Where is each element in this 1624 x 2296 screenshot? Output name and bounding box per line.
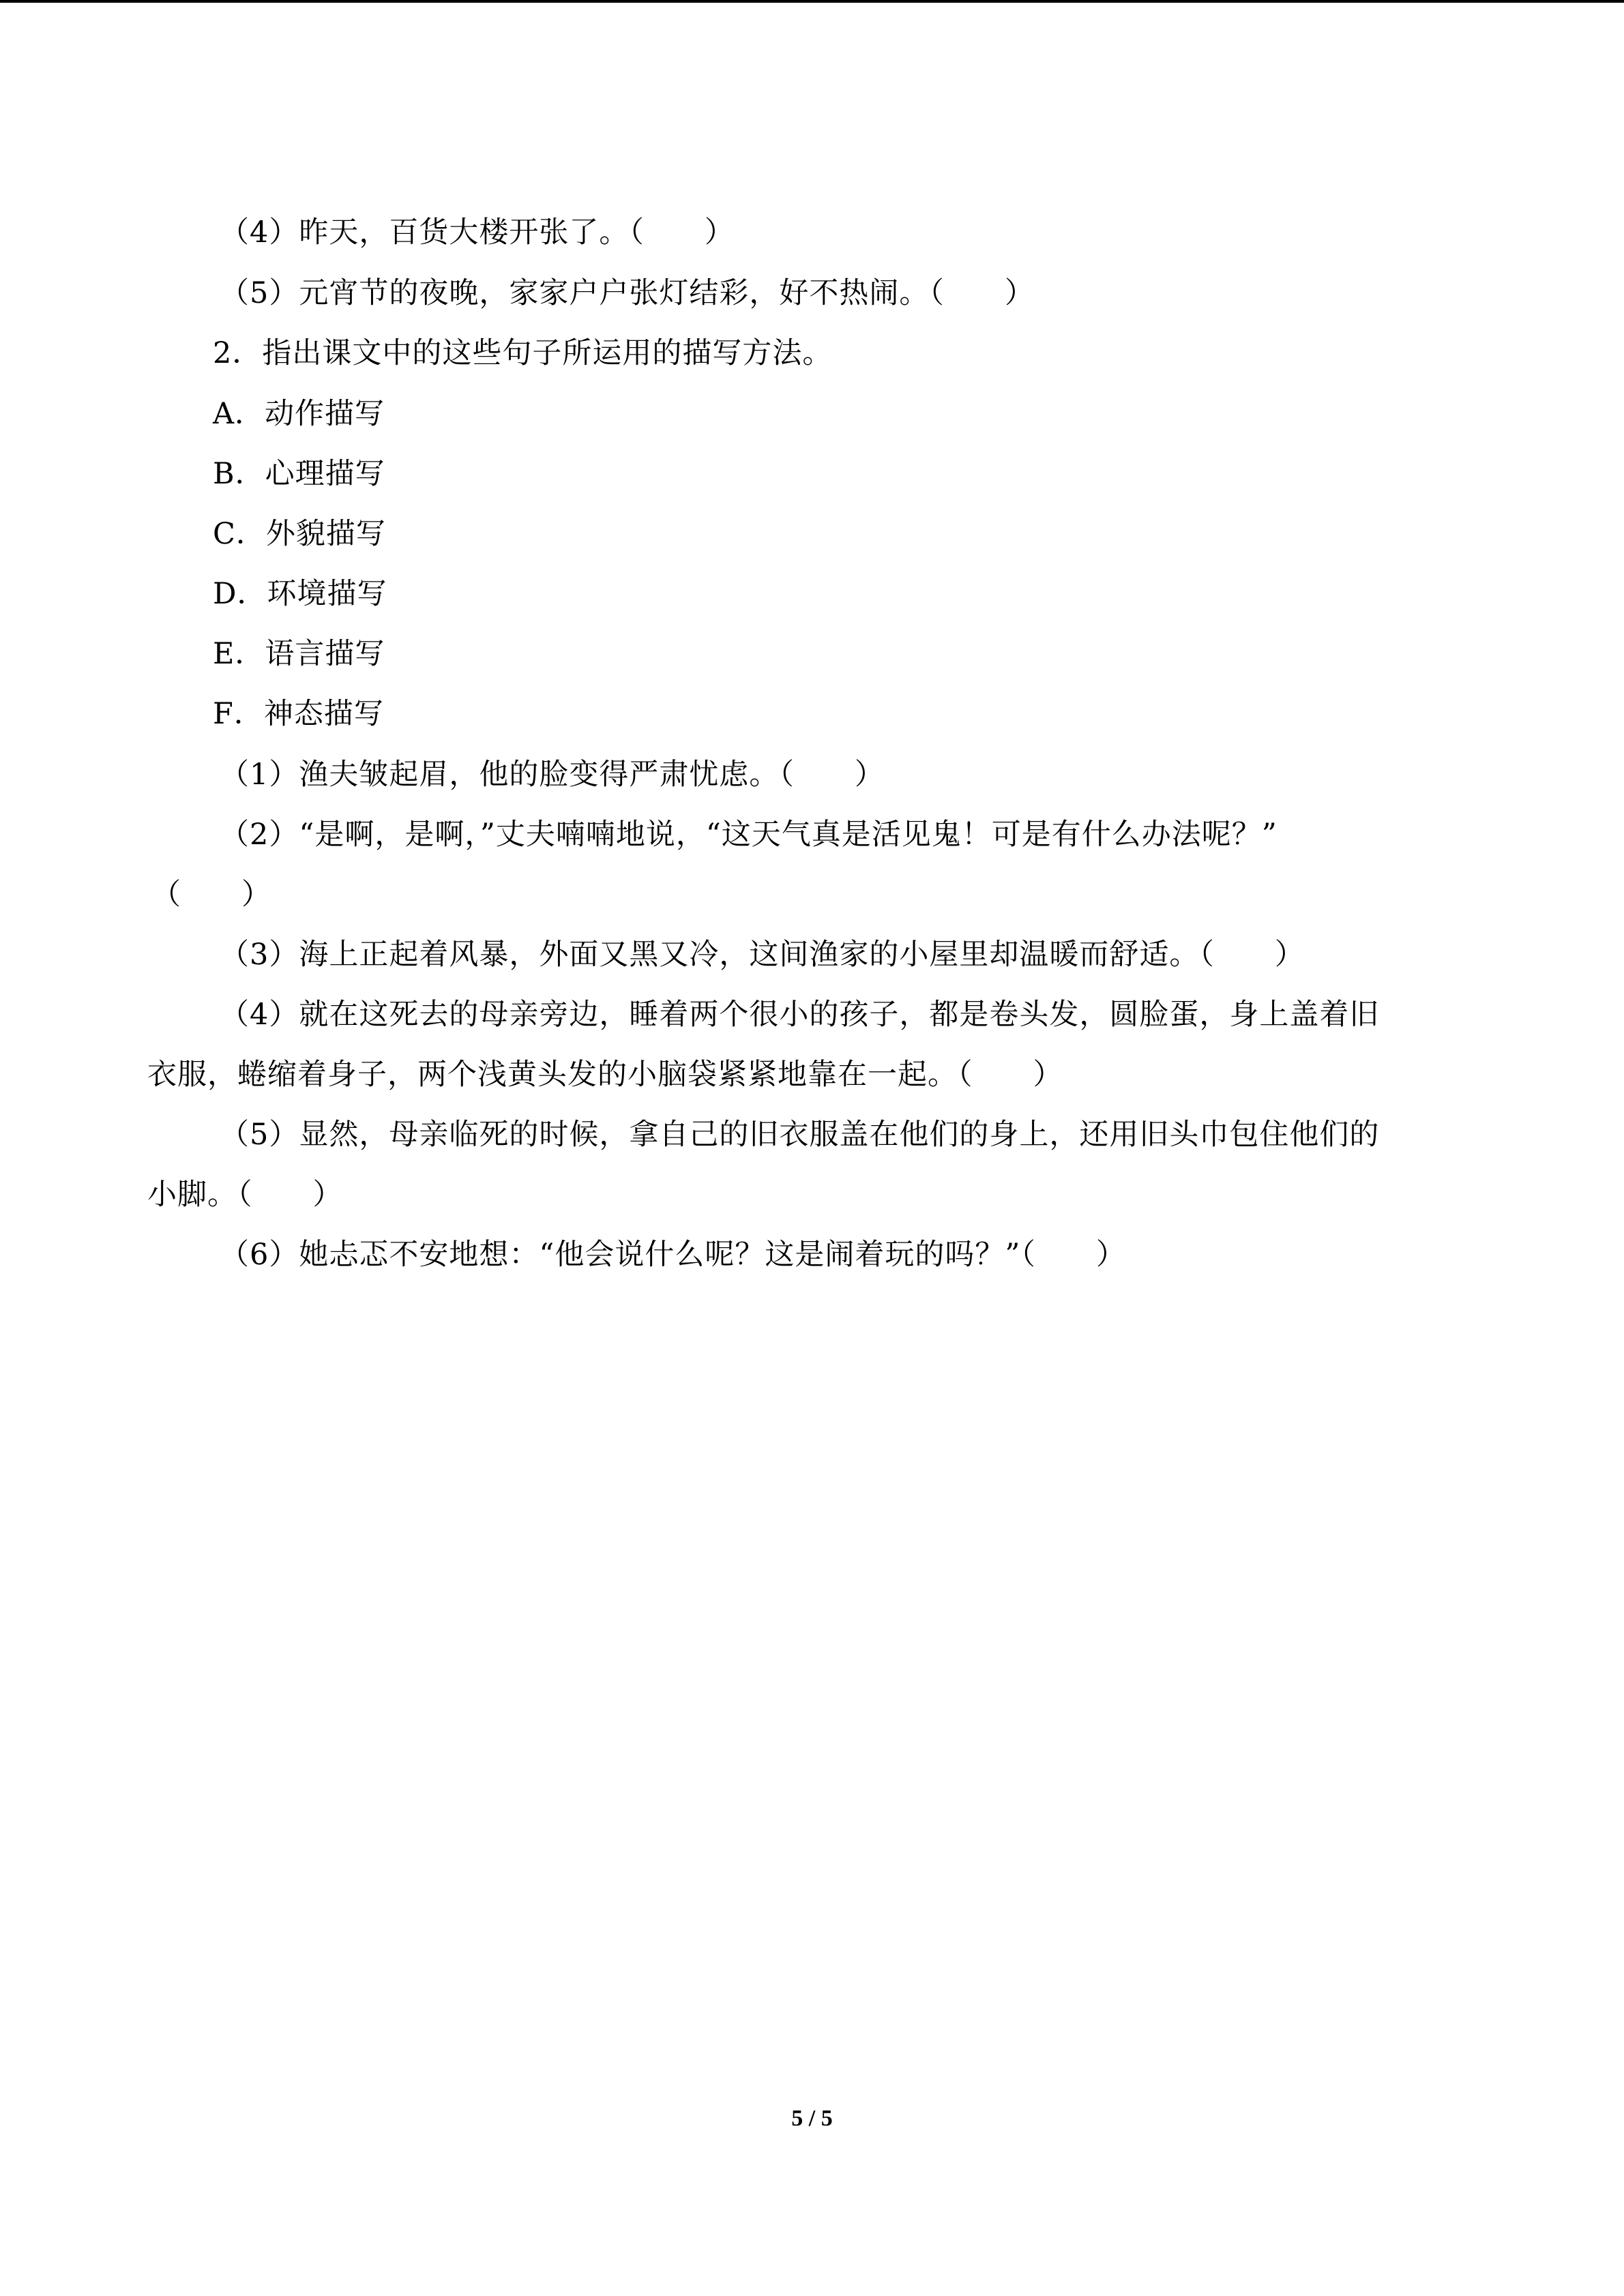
question-1-item-5: （5）元宵节的夜晚，家家户户张灯结彩，好不热闹。（ ） — [220, 276, 1035, 310]
question-2-item-5-cont: 小脚。（ ） — [147, 1178, 343, 1212]
page-number: 5 / 5 — [791, 2106, 833, 2131]
question-2-item-5: （5）显然，母亲临死的时候，拿自己的旧衣服盖在他们的身上，还用旧头巾包住他们的 — [220, 1118, 1380, 1152]
question-2-item-4: （4）就在这死去的母亲旁边，睡着两个很小的孩子，都是卷头发，圆脸蛋，身上盖着旧 — [220, 998, 1380, 1032]
question-2-title: 2．指出课文中的这些句子所运用的描写方法。 — [213, 336, 833, 370]
option-a: A．动作描写 — [213, 397, 385, 431]
question-2-item-1: （1）渔夫皱起眉，他的脸变得严肃忧虑。（ ） — [220, 758, 885, 792]
question-2-item-4-cont: 衣服，蜷缩着身子，两个浅黄头发的小脑袋紧紧地靠在一起。（ ） — [147, 1058, 1063, 1092]
question-2-item-3: （3）海上正起着风暴，外面又黑又冷，这间渔家的小屋里却温暖而舒适。（ ） — [220, 938, 1305, 972]
question-2-item-2-blank: （ ） — [151, 878, 271, 912]
question-1-item-4: （4）昨天，百货大楼开张了。（ ） — [220, 215, 735, 250]
question-2-item-2: （2）“是啊，是啊，”丈夫喃喃地说，“这天气真是活见鬼！可是有什么办法呢？” — [220, 818, 1278, 852]
question-2-item-6: （6）她忐忑不安地想：“他会说什么呢？这是闹着玩的吗？”（ ） — [220, 1238, 1126, 1272]
option-f: F．神态描写 — [213, 697, 384, 731]
option-c: C．外貌描写 — [213, 517, 386, 551]
option-e: E．语言描写 — [213, 637, 385, 671]
option-d: D．环境描写 — [213, 577, 387, 611]
option-b: B．心理描写 — [213, 457, 385, 491]
